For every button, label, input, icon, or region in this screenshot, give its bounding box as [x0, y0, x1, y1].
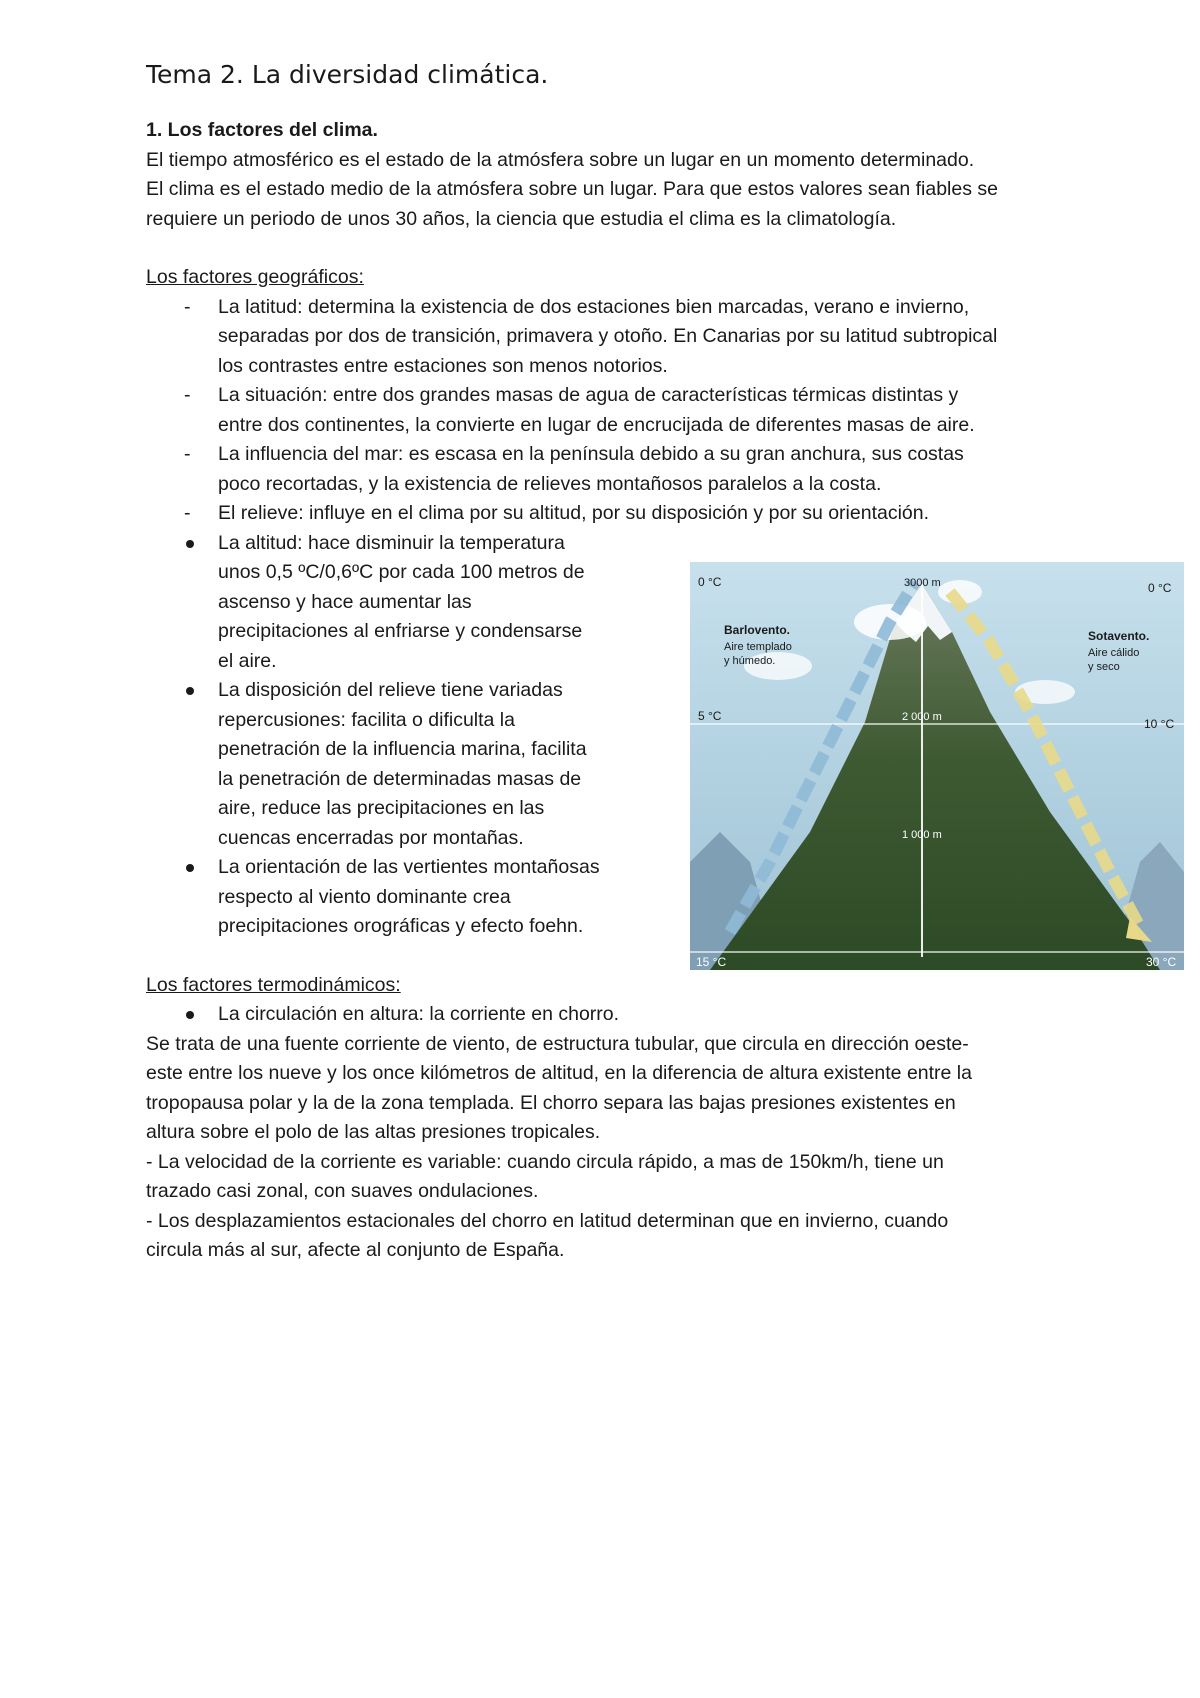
bullet-list — [146, 529, 736, 942]
mountain-climate-figure — [690, 562, 1184, 970]
page-title: Tema 2. La diversidad climática. — [146, 60, 549, 89]
temp-label: 5 °C — [698, 709, 722, 723]
leeward-title: Sotavento. — [1088, 629, 1150, 643]
paragraph-line: requiere un periodo de unos 30 años, la ciencia que estudia el clima es la climatología. — [146, 207, 897, 230]
section-heading: 1. Los factores del clima. — [146, 119, 378, 141]
list-item: - La influencia del mar: es escasa en la península debido a su gran anchura, sus costas poco recortadas, y la existencia de relieves montañosos paralelos a la costa. — [146, 440, 1146, 499]
list-item: - La situación: entre dos grandes masas de agua de características térmicas distintas y entre dos continentes, la convierte en lugar de encrucijada de diferentes masas de aire. — [146, 381, 1146, 440]
paragraph-line: - La velocidad de la corriente es variable: cuando circula rápido, a mas de 150km/h, tiene un — [146, 1150, 944, 1173]
subheading-geographic: Los factores geográficos: — [146, 266, 364, 288]
list-item: La orientación de las vertientes montañosas respecto al viento dominante crea precipitaciones orográficas y efecto foehn. — [146, 853, 736, 942]
paragraph-line: tropopausa polar y la de la zona templada. El chorro separa las bajas presiones existentes en — [146, 1091, 956, 1114]
dash-list — [146, 293, 1146, 529]
paragraph-line: El clima es el estado medio de la atmósfera sobre un lugar. Para que estos valores sean fiables se — [146, 178, 998, 200]
list-item: La circulación en altura: la corriente en chorro. — [146, 1000, 1146, 1030]
list-item: - El relieve: influye en el clima por su altitud, por su disposición y por su orientación. — [146, 499, 1146, 529]
bullet-list — [146, 1000, 1146, 1030]
list-item: La disposición del relieve tiene variadas repercusiones: facilita o dificulta la penetración de la influencia marina, facilita la penetración de determinadas masas de aire, reduce las precipitaciones en las cuencas encerradas por montañas. — [146, 676, 736, 853]
paragraph-line: este entre los nueve y los once kilómetros de altitud, en la diferencia de altura existente entre la — [146, 1062, 972, 1084]
temp-label: 0 °C — [1148, 581, 1172, 595]
mountain-illustration — [690, 562, 1184, 970]
list-item: La altitud: hace disminuir la temperatura unos 0,5 ºC/0,6ºC por cada 100 metros de ascenso y hace aumentar las precipitaciones al enfriarse y condensarse el aire. — [146, 529, 736, 677]
paragraph-line: trazado casi zonal, con suaves ondulaciones. — [146, 1180, 539, 1202]
temp-label: 30 °C — [1146, 955, 1177, 969]
windward-text: Aire templado — [724, 641, 792, 653]
temp-label: 10 °C — [1144, 717, 1175, 731]
altitude-label: 3000 m — [904, 577, 941, 589]
leeward-text: Aire cálido — [1088, 647, 1140, 659]
paragraph-line: circula más al sur, afecte al conjunto de España. — [146, 1239, 565, 1261]
altitude-label: 1 000 m — [902, 829, 942, 841]
windward-title: Barlovento. — [724, 623, 791, 637]
subheading-thermodynamic: Los factores termodinámicos: — [146, 973, 401, 996]
paragraph-line: altura sobre el polo de las altas presiones tropicales. — [146, 1121, 601, 1143]
temp-label: 0 °C — [698, 575, 722, 589]
windward-text: y húmedo. — [724, 655, 776, 667]
paragraph-line: - Los desplazamientos estacionales del chorro en latitud determinan que en invierno, cuando — [146, 1209, 949, 1232]
paragraph-line: Se trata de una fuente corriente de viento, de estructura tubular, que circula en dirección oeste- — [146, 1032, 969, 1055]
leeward-text: y seco — [1088, 661, 1120, 673]
temp-label: 15 °C — [696, 955, 727, 969]
altitude-label: 2 000 m — [902, 711, 942, 723]
paragraph: El tiempo atmosférico es el estado de la atmósfera sobre un lugar en un momento determinado. — [146, 148, 975, 171]
list-item: - La latitud: determina la existencia de dos estaciones bien marcadas, verano e invierno, separadas por dos de transición, primavera y otoño. En Canarias por su latitud subtropical los contrastes entre estaciones son menos notorios. — [146, 293, 1146, 382]
